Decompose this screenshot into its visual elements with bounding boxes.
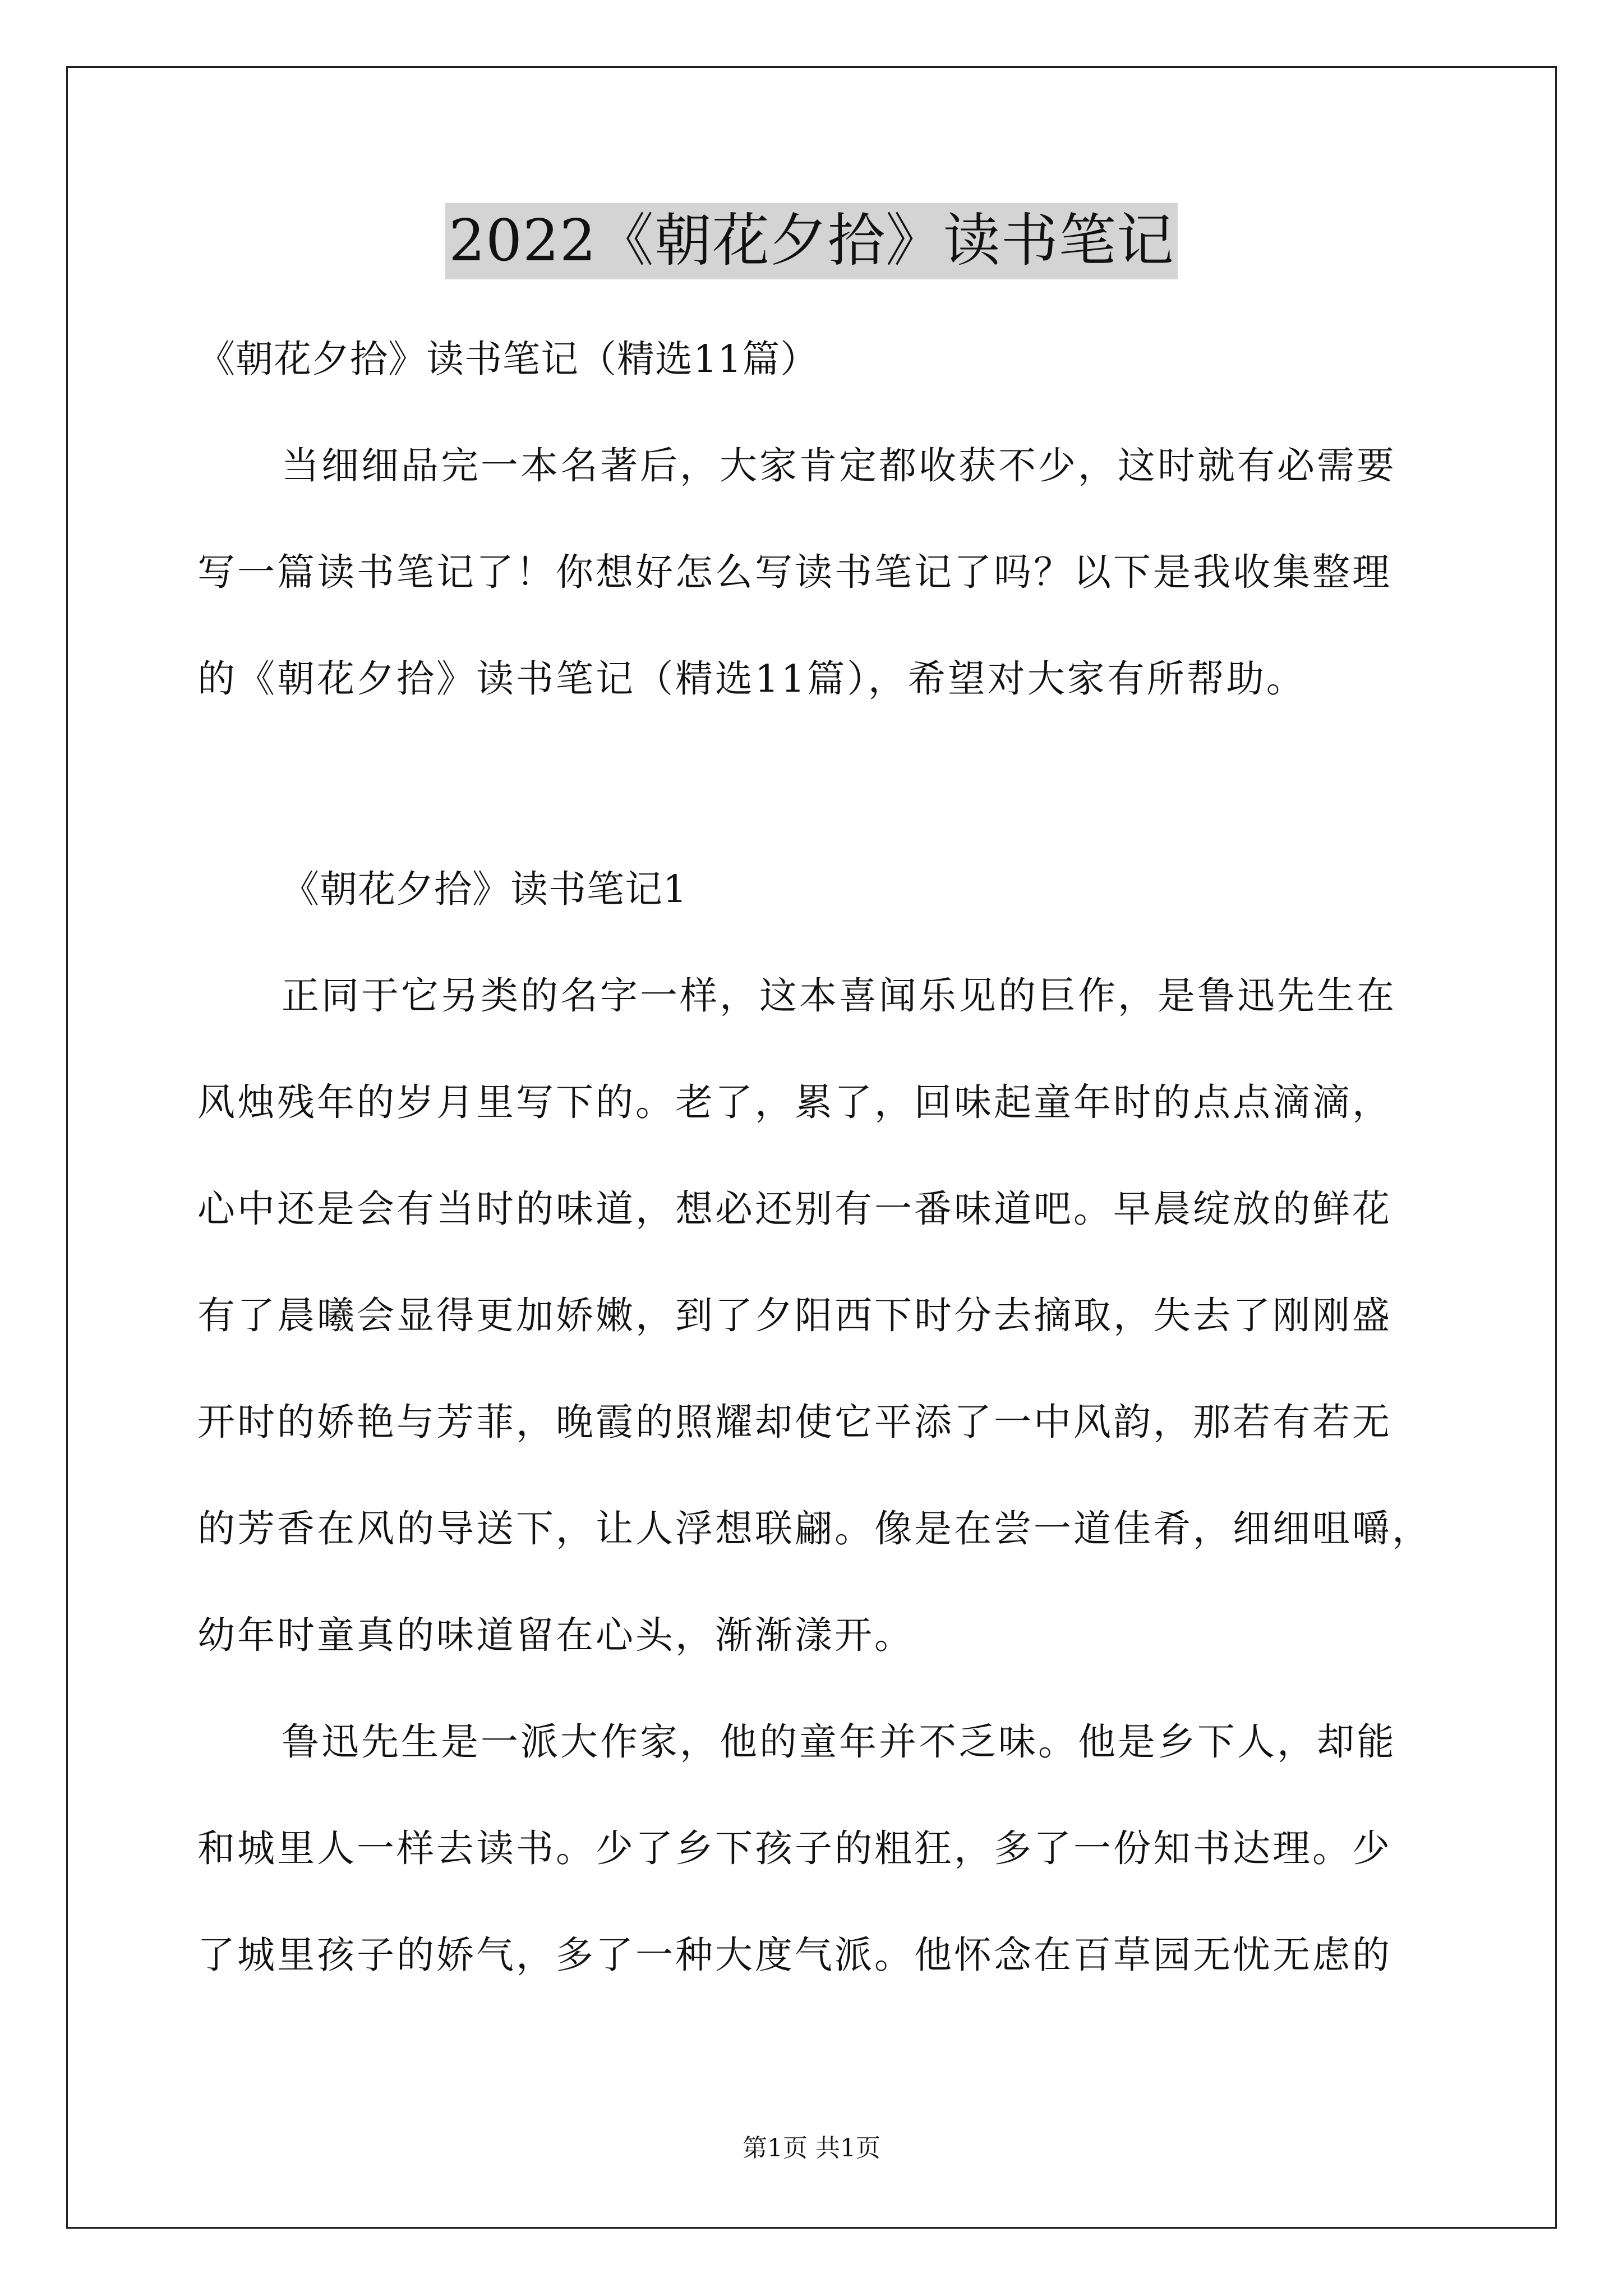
paragraph-line: 心中还是会有当时的味道，想必还别有一番味道吧。早晨绽放的鲜花	[197, 1187, 1392, 1231]
paragraph-line: 开时的娇艳与芳菲，晚霞的照耀却使它平添了一中风韵，那若有若无	[197, 1400, 1392, 1444]
paragraph-line: 正同于它另类的名字一样，这本喜闻乐见的巨作，是鲁迅先生在	[282, 974, 1396, 1018]
section-heading: 《朝花夕拾》读书笔记1	[282, 867, 688, 911]
page-footer	[0, 2132, 1623, 2165]
paragraph-line: 的芳香在风的导送下，让人浮想联翩。像是在尝一道佳肴，细细咀嚼，	[197, 1507, 1432, 1550]
document-subtitle: 《朝花夕拾》读书笔记（精选11篇）	[197, 337, 819, 381]
document-body	[197, 306, 1442, 2008]
paragraph-line: 鲁迅先生是一派大作家，他的童年并不乏味。他是乡下人，却能	[282, 1720, 1396, 1764]
intro-line: 写一篇读书笔记了！你想好怎么写读书笔记了吗？以下是我收集整理	[197, 550, 1392, 594]
section-gap	[197, 732, 1442, 836]
document-title: 2022《朝花夕拾》读书笔记	[445, 203, 1178, 279]
intro-line: 当细细品完一本名著后，大家肯定都收获不少，这时就有必需要	[282, 444, 1396, 487]
paragraph-line: 了城里孩子的娇气，多了一种大度气派。他怀念在百草园无忧无虑的	[197, 1933, 1392, 1977]
page-number: 第1页 共1页	[743, 2134, 880, 2162]
paragraph-line: 有了晨曦会显得更加娇嫩，到了夕阳西下时分去摘取，失去了刚刚盛	[197, 1294, 1392, 1337]
paragraph-line: 和城里人一样去读书。少了乡下孩子的粗狂，多了一份知书达理。少	[197, 1826, 1392, 1870]
intro-line: 的《朝花夕拾》读书笔记（精选11篇），希望对大家有所帮助。	[197, 657, 1306, 701]
paragraph-line: 风烛残年的岁月里写下的。老了，累了，回味起童年时的点点滴滴，	[197, 1080, 1392, 1124]
paragraph-line: 幼年时童真的味道留在心头，渐渐漾开。	[197, 1613, 914, 1657]
title-block	[0, 203, 1623, 279]
